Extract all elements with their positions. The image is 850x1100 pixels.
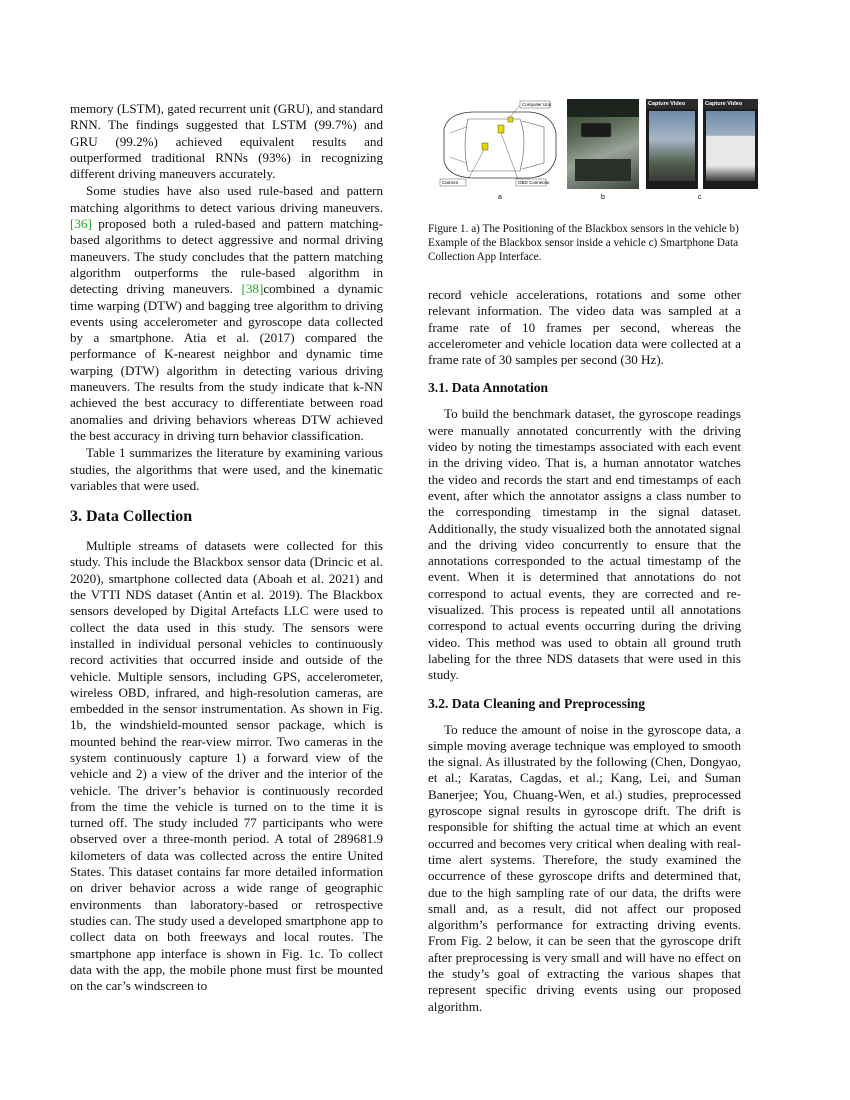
phone-screen: [649, 111, 695, 181]
phone-title: Capture Video: [646, 99, 698, 109]
paragraph: record vehicle accelerations, rotations and some other relevant information. The video data was sampled at a frame rate of 10 frames per second, whereas the accelerometer and vehicle location data were collected at a frame rate of 30 samples per second (30 Hz).: [428, 287, 741, 368]
section-heading: 3.2. Data Cleaning and Preprocessing: [428, 695, 646, 711]
car-diagram-icon: [438, 99, 560, 189]
left-column: [70, 101, 383, 994]
right-column: [428, 287, 741, 1015]
figure-panels: [428, 99, 758, 194]
paragraph: [70, 183, 383, 444]
label-camera: Camera: [442, 180, 459, 186]
text-run: Some studies have also used rule-based and pattern matching algorithms to detect various driving maneuvers.: [70, 183, 383, 215]
vehicle-sensor-diagram: [438, 99, 560, 189]
blackbox-sensor-photo: [567, 99, 639, 189]
section-heading: 3.1. Data Annotation: [428, 380, 549, 396]
figure-caption: Figure 1. a) The Positioning of the Blackbox sensors in the vehicle b) Example of the Blackbox sensor inside a vehicle c) Smartphone Data Collection App Interface.: [428, 223, 739, 264]
figure-1: [428, 99, 758, 265]
citation-link[interactable]: [38]: [241, 281, 264, 297]
panel-letter-b: b: [601, 194, 605, 201]
phone-screenshot-1: [646, 99, 698, 189]
phone-title: Capture Video: [703, 99, 758, 109]
phone-screenshot-2: [703, 99, 758, 189]
paragraph: memory (LSTM), gated recurrent unit (GRU), and standard RNN. The findings suggested that LSTM (99.7%) and GRU (99.2%) achieved equivalent results and outperformed traditional RNNs (93%) in recognizing different driving maneuvers accurately.: [70, 101, 383, 182]
section-heading: 3. Data Collection: [70, 508, 193, 526]
panel-letter-a: a: [498, 194, 502, 201]
paragraph: To reduce the amount of noise in the gyroscope data, a simple moving average technique was employed to smooth the signal. As illustrated by the following (Chen, Dongyao, et al.; Karatas, Cagdas, et al.; Kang, Lei, and Suman Banerjee; You, Chuang-Wen, et al.) studies, preprocessed gyroscope signal results in gyroscope drift. The drift is responsible for shifting the actual time at which an event occurred and becomes very critical when dealing with real-time alert systems. Therefore, the study examined the occurrence of these gyroscope drifts and determined that, due to the high sampling rate of our data, the drifts were small and, as a result, did not affect our proposed algorithm’s performance for extracting driving events. From Fig. 2 below, it can be seen that the gyroscope drift after preprocessing is very small and will have no effect on the study’s goal of extracting the various shapes that represent specific driving events using our proposed algorithm.: [428, 721, 741, 1014]
panel-letter-c: c: [698, 194, 702, 201]
paragraph: Multiple streams of datasets were collected for this study. This include the Blackbox sensor data (Drincic et al. 2020), smartphone collected data (Aboah et al. 2021) and the VTTI NDS dataset (Antin et al. 2019). The Blackbox sensors developed by Digital Artefacts LLC were used to collect the data used in this study. The sensors were installed in individual personal vehicles to continuously record activities that occurred inside and outside of the vehicle. Multiple sensors, including GPS, accelerometer, wireless OBD, infrared, and high-resolution cameras, are embedded in the sensor instrumentation. As shown in Fig. 1b, the windshield-mounted sensor package, which is mounted behind the rear-view mirror. Two cameras in the system continuously capture 1) a forward view of the vehicle and 2) a view of the driver and the interior of the vehicle. The driver’s behavior is continuously recorded from the time the vehicle is turned on to the time it is turned off. The study included 77 participants who were observed over a three-month period. A total of 289681.9 kilometers of data was collected across the entire United States. This dataset contains far more detailed information on driver behavior across a wide range of geographic environments than laboratory-based or retrospective studies can. The study used a developed smartphone app to collect data on both freeways and local routes. The smartphone app interface is shown in Fig. 1c. To collect data with the app, the mobile phone must first be mounted on the car’s windscreen to: [70, 538, 383, 994]
phone-screen: [706, 111, 755, 181]
text-run: proposed both a ruled-based and pattern matching-based algorithms to detect aggressive and normal driving maneuvers. The study concludes that the pattern matching algorithm outperforms the rule-based algorithm in detecting driving maneuvers.: [70, 216, 384, 297]
paragraph: Table 1 summarizes the literature by examining various studies, the algorithms that were used, and the kinematic variables that were used.: [70, 445, 383, 493]
citation-link[interactable]: [36]: [70, 216, 92, 232]
label-computer-unit: Computer Unit: [522, 102, 552, 108]
sensor-photo-icon: [567, 99, 639, 189]
text-run: combined a dynamic time warping (DTW) and bagging tree algorithm to driving events using accelerometer and gyroscope data collected by a smartphone. Atia et al. (2017) compared the performance of K-nearest neighbor and dynamic time warping (DTW) algorithm in detecting various driving maneuvers. The results from the study indicate that k-NN achieved the best accuracy to differentiate between road anomalies and driving behaviors whereas DTW achieved the best accuracy in driving turn behavior classification.: [70, 281, 383, 443]
paragraph: To build the benchmark dataset, the gyroscope readings were manually annotated concurrently with the driving video by noting the timestamps associated with each event in the driving video. That is, a human annotator watches the video and records the start and end timestamps of each event, after which the annotator assigns a class number to the corresponding timestamp in the signal dataset. Additionally, the study visualized both the annotated signal and the driving video concurrently to ensure that the annotations corresponded to the actual timestamp of the event. When it is determined that annotations do not correspond to actual events, they are corrected and re-visualized. This process is repeated until all annotations correspond to actual events occurring during the driving video. This method was used to obtain all ground truth labeling for the three NDS datasets that were used in this study.: [428, 406, 741, 683]
figure-panel-letters: [428, 194, 758, 208]
label-obd-connector: OBD Connector: [518, 180, 550, 186]
